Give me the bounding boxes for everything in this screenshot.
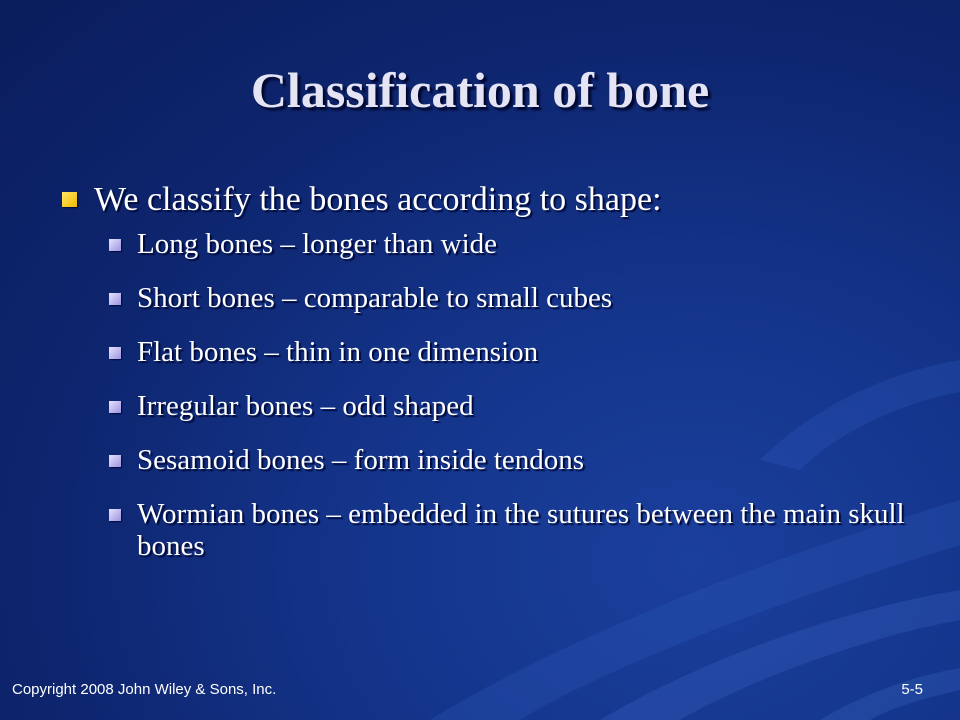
sub-bullet-text: Wormian bones – embedded in the sutures between the main skull bones — [137, 498, 905, 562]
lavender-square-bullet-icon — [109, 509, 121, 521]
lavender-square-bullet-icon — [109, 293, 121, 305]
sub-bullet-text: Sesamoid bones – form inside tendons — [137, 444, 585, 476]
lavender-square-bullet-icon — [109, 347, 121, 359]
sub-bullet-list — [60, 228, 920, 562]
footer-copyright: Copyright 2008 John Wiley & Sons, Inc. — [12, 681, 277, 698]
sub-bullet-item — [108, 444, 920, 476]
footer-page-number: 5-5 — [901, 681, 923, 698]
slide-title: Classification of bone — [250, 62, 710, 118]
sub-bullet-item — [108, 498, 920, 562]
sub-bullet-text: Short bones – comparable to small cubes — [137, 282, 613, 314]
sub-bullet-text: Irregular bones – odd shaped — [137, 390, 474, 422]
main-bullet-point — [60, 178, 920, 222]
sub-bullet-item — [108, 390, 920, 422]
lavender-square-bullet-icon — [109, 239, 121, 251]
sub-bullet-item — [108, 282, 920, 314]
sub-bullet-item — [108, 336, 920, 368]
yellow-square-bullet-icon — [62, 192, 77, 207]
main-bullet-text: We classify the bones according to shape: — [94, 181, 662, 218]
lavender-square-bullet-icon — [109, 455, 121, 467]
lavender-square-bullet-icon — [109, 401, 121, 413]
bullet-content — [60, 178, 920, 584]
sub-bullet-text: Flat bones – thin in one dimension — [137, 336, 539, 368]
sub-bullet-item — [108, 228, 920, 260]
sub-bullet-text: Long bones – longer than wide — [137, 228, 498, 260]
